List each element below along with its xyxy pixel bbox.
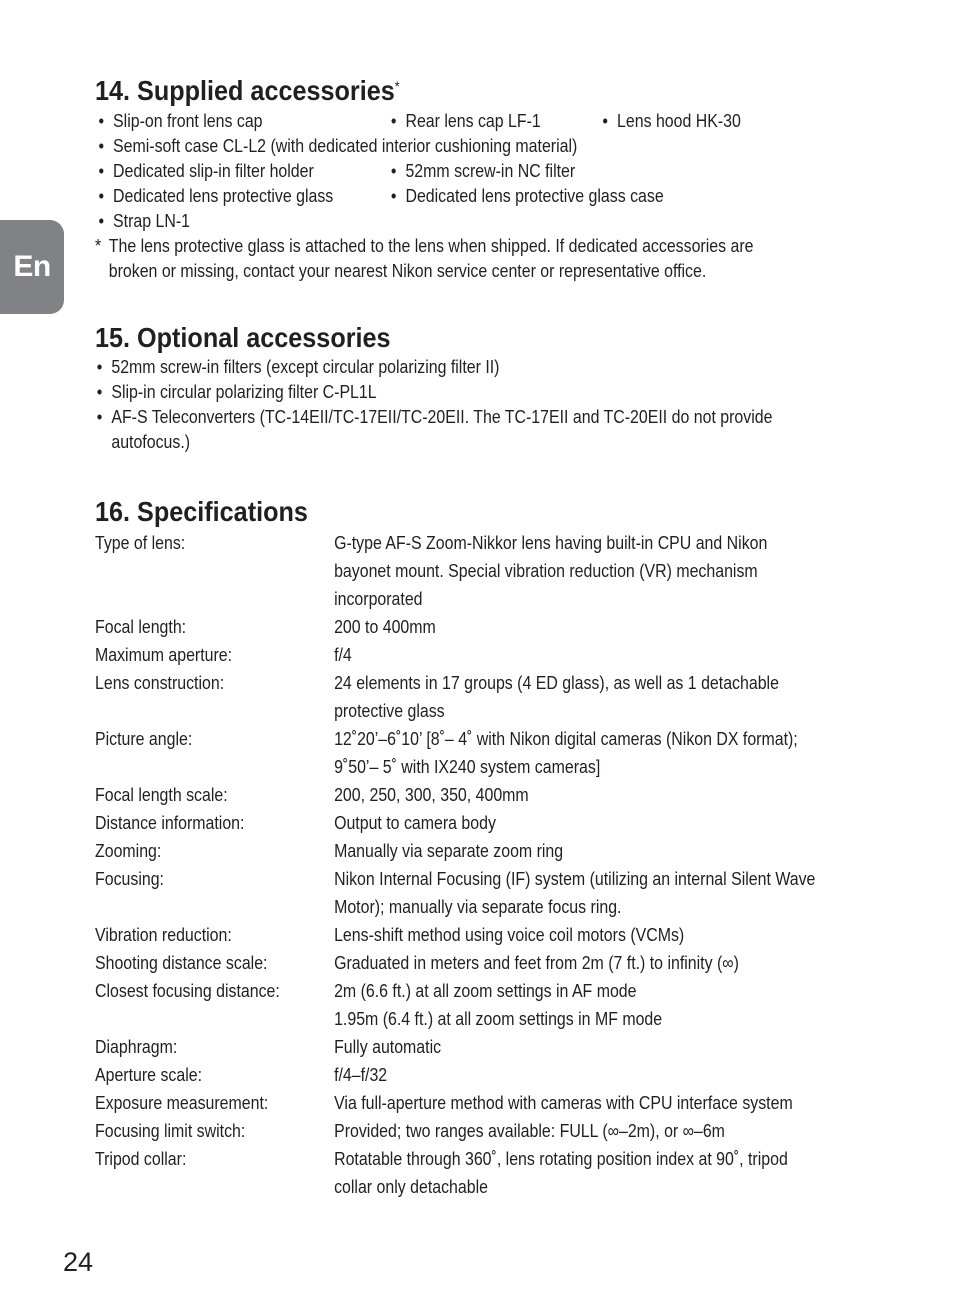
spec-row — [95, 837, 815, 865]
page-number: 24 — [63, 1247, 94, 1277]
spec-row — [95, 977, 815, 1033]
spec-value-line: Output to camera body — [334, 812, 496, 833]
optional-accessories-title: 15. Optional accessories — [95, 322, 391, 353]
spec-label: Closest focusing distance: — [95, 980, 280, 1001]
spec-value-line: 1.95m (6.4 ft.) at all zoom settings in MF mode — [334, 1008, 663, 1029]
spec-value-line: Manually via separate zoom ring — [334, 840, 564, 861]
list-item: • Slip-in circular polarizing filter C-PL1L — [95, 379, 877, 404]
supplied-row — [95, 133, 753, 158]
spec-value-line: 24 elements in 17 groups (4 ED glass), as well as 1 detachable — [334, 672, 779, 693]
spec-value — [334, 613, 815, 641]
spec-value-line: f/4–f/32 — [334, 1064, 388, 1085]
spec-label: Diaphragm: — [95, 1036, 178, 1057]
spec-label: Shooting distance scale: — [95, 952, 268, 973]
spec-label: Aperture scale: — [95, 1064, 203, 1085]
spec-value — [334, 1061, 815, 1089]
spec-row — [95, 613, 815, 641]
spec-label: Distance information: — [95, 812, 245, 833]
spec-value — [334, 1145, 815, 1201]
spec-value — [334, 529, 815, 613]
spec-value-line: 9˚50’– 5˚ with IX240 system cameras] — [334, 756, 601, 777]
spec-label: Focal length scale: — [95, 784, 228, 805]
spec-value-line: protective glass — [334, 700, 445, 721]
spec-value — [334, 837, 815, 865]
spec-label: Zooming: — [95, 840, 162, 861]
language-tab — [0, 220, 64, 314]
spec-value-line: f/4 — [334, 644, 352, 665]
spec-row — [95, 1061, 815, 1089]
spec-value — [334, 865, 815, 921]
spec-value-line: Provided; two ranges available: FULL (∞–2m), or ∞–6m — [334, 1120, 725, 1141]
spec-label: Tripod collar: — [95, 1148, 187, 1169]
title-asterisk: * — [394, 78, 400, 94]
spec-label: Maximum aperture: — [95, 644, 233, 665]
spec-value — [334, 1033, 815, 1061]
spec-row — [95, 641, 815, 669]
spec-label: Lens construction: — [95, 672, 225, 693]
spec-value-line: Motor); manually via separate focus ring. — [334, 896, 622, 917]
spec-table — [95, 529, 815, 1201]
spec-value — [334, 977, 815, 1033]
spec-row — [95, 1117, 815, 1145]
list-item: • Rear lens cap LF-1 — [389, 108, 541, 133]
spec-row — [95, 809, 815, 837]
spec-label: Vibration reduction: — [95, 924, 232, 945]
spec-value — [334, 809, 815, 837]
note-line: broken or missing, contact your nearest Nikon service center or representative office. — [108, 260, 707, 281]
spec-row — [95, 1089, 815, 1117]
spec-value-line: 2m (6.6 ft.) at all zoom settings in AF mode — [334, 980, 637, 1001]
supplied-accessories-title: 14. Supplied accessories* — [95, 75, 400, 106]
specifications-title: 16. Specifications — [95, 496, 308, 527]
spec-value-line: incorporated — [334, 588, 423, 609]
spec-value-line: 200 to 400mm — [334, 616, 436, 637]
spec-value-line: Fully automatic — [334, 1036, 442, 1057]
spec-value — [334, 781, 815, 809]
note-asterisk: * — [95, 235, 102, 256]
list-item: • Slip-on front lens cap — [97, 108, 263, 133]
spec-value — [334, 1089, 815, 1117]
spec-value — [334, 669, 815, 725]
spec-value — [334, 921, 815, 949]
list-item: • Semi-soft case CL-L2 (with dedicated interior cushioning material) — [97, 133, 578, 158]
spec-value-line: G-type AF-S Zoom-Nikkor lens having built-in CPU and Nikon — [334, 532, 768, 553]
list-item: • Dedicated lens protective glass — [97, 183, 334, 208]
spec-row — [95, 949, 815, 977]
spec-value-line: Via full-aperture method with cameras with CPU interface system — [334, 1092, 793, 1113]
spec-value-line: Nikon Internal Focusing (IF) system (utilizing an internal Silent Wave — [334, 868, 816, 889]
optional-list — [95, 354, 877, 454]
supplied-row — [95, 183, 753, 208]
note-line: The lens protective glass is attached to the lens when shipped. If dedicated accessories are — [108, 235, 754, 256]
spec-value — [334, 949, 815, 977]
optional-accessories-section — [95, 322, 954, 454]
spec-value — [334, 725, 815, 781]
spec-label: Focal length: — [95, 616, 187, 637]
supplied-note — [95, 233, 753, 283]
spec-value-line: collar only detachable — [334, 1176, 488, 1197]
spec-value-line: Graduated in meters and feet from 2m (7 ft.) to infinity (∞) — [334, 952, 739, 973]
spec-label: Focusing limit switch: — [95, 1120, 246, 1141]
supplied-row — [95, 108, 753, 133]
spec-value-line: 12˚20’–6˚10’ [8˚– 4˚ with Nikon digital cameras (Nikon DX format); — [334, 728, 798, 749]
list-item: • Lens hood HK-30 — [601, 108, 741, 133]
supplied-row — [95, 158, 753, 183]
supplied-row — [95, 208, 753, 233]
language-tab-label: En — [13, 250, 51, 283]
spec-label: Exposure measurement: — [95, 1092, 269, 1113]
spec-value-line: Rotatable through 360˚, lens rotating position index at 90˚, tripod — [334, 1148, 788, 1169]
spec-row — [95, 529, 815, 613]
list-item: • Dedicated slip-in filter holder — [97, 158, 314, 183]
list-item: • 52mm screw-in NC filter — [389, 158, 575, 183]
specifications-section — [95, 496, 933, 1201]
spec-row — [95, 781, 815, 809]
spec-row — [95, 921, 815, 949]
spec-label: Type of lens: — [95, 532, 186, 553]
supplied-list — [95, 108, 753, 283]
spec-label: Picture angle: — [95, 728, 193, 749]
spec-value — [334, 641, 815, 669]
list-item: • 52mm screw-in filters (except circular polarizing filter II) — [95, 354, 877, 379]
spec-row — [95, 725, 815, 781]
spec-value-line: 200, 250, 300, 350, 400mm — [334, 784, 529, 805]
list-item: • Strap LN-1 — [97, 208, 190, 233]
spec-row — [95, 1145, 815, 1201]
list-item: • Dedicated lens protective glass case — [389, 183, 664, 208]
spec-row — [95, 1033, 815, 1061]
spec-value-line: bayonet mount. Special vibration reduction (VR) mechanism — [334, 560, 758, 581]
spec-value — [334, 1117, 815, 1145]
spec-value-line: Lens-shift method using voice coil motors (VCMs) — [334, 924, 685, 945]
spec-row — [95, 669, 815, 725]
supplied-accessories-section — [95, 70, 861, 283]
list-item: • AF-S Teleconverters (TC-14EII/TC-17EII/TC-20EII. The TC-17EII and TC-20EII do not provide autofocus.) — [95, 404, 877, 454]
spec-row — [95, 865, 815, 921]
spec-label: Focusing: — [95, 868, 164, 889]
